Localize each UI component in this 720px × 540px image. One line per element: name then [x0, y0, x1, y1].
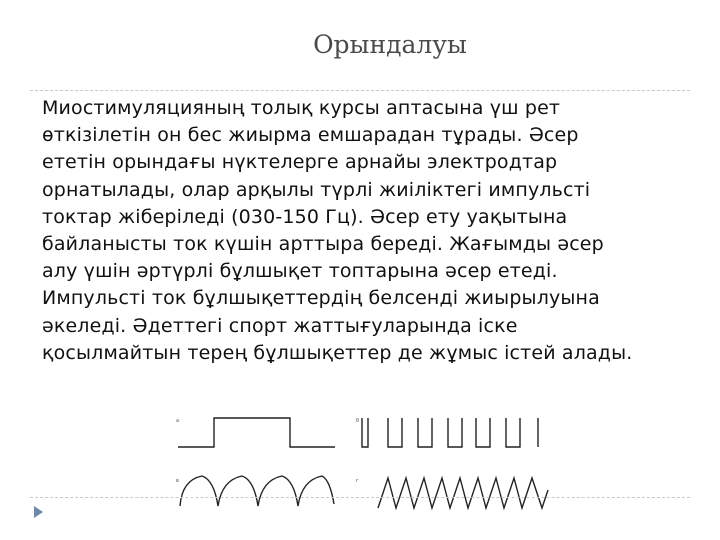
waveform-rectangular-pulse	[178, 418, 335, 447]
body-line: орнатылады, олар арқылы түрлі жиіліктегі импульсті	[42, 178, 591, 201]
body-line: ететін орындағы нүктелерге арнайы электродтар	[42, 151, 558, 174]
slide-title: Орындалуы	[313, 30, 467, 59]
waveform-pulse-train	[362, 418, 538, 447]
body-line: алу үшін әртүрлі бұлшықет топтарына әсер етеді.	[42, 260, 558, 283]
footer-divider	[30, 497, 690, 498]
body-line: Миостимуляцияның толық курсы аптасына үш рет	[42, 97, 561, 119]
body-line: өткізілетін он бес жиырма емшарадан тұрады. Әсер	[42, 124, 579, 147]
waveform-figure	[170, 410, 560, 515]
body-line: қосылмайтын терең бұлшықеттер де жұмыс істей алады.	[42, 341, 633, 364]
waveform-label: б	[356, 418, 360, 424]
waveform-label: a	[176, 418, 180, 424]
bullet-arrow-icon	[34, 506, 43, 518]
body-line: әкеледі. Әдеттегі спорт жаттығуларында іске	[42, 314, 518, 337]
waveform-triangular-pulses	[378, 478, 548, 508]
body-line: байланысты ток күшін арттыра береді. Жағымды әсер	[42, 233, 604, 256]
slide-body-text	[42, 95, 692, 367]
body-line: Импульсті ток бұлшықеттердің белсенді жиырылуына	[42, 287, 600, 310]
body-line: токтар жіберіледі (030-150 Гц). Әсер ету уақытына	[42, 205, 568, 228]
waveform-label: г	[356, 478, 359, 484]
waveform-exponential-pulses	[180, 476, 334, 506]
waveform-label: в	[176, 478, 179, 484]
title-divider	[30, 90, 690, 91]
